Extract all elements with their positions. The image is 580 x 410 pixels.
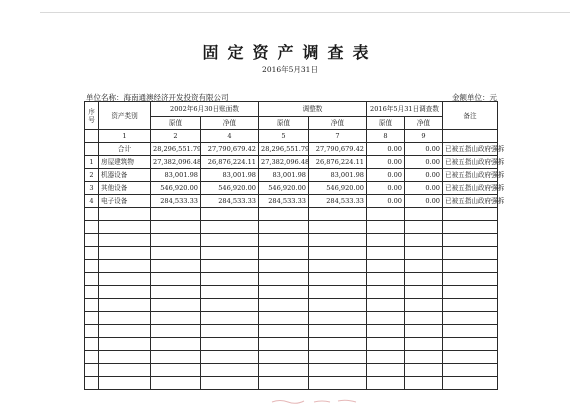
empty-row bbox=[85, 351, 498, 364]
empty-cell bbox=[85, 377, 99, 390]
cell-adjust-original: 27,382,096.48 bbox=[259, 156, 309, 169]
empty-cell bbox=[367, 208, 405, 221]
header-remark: 备注 bbox=[443, 102, 498, 130]
empty-cell bbox=[309, 247, 367, 260]
empty-cell bbox=[201, 221, 259, 234]
cell-book-net: 26,876,224.11 bbox=[201, 156, 259, 169]
empty-cell bbox=[367, 325, 405, 338]
empty-cell bbox=[405, 260, 443, 273]
empty-cell bbox=[405, 351, 443, 364]
empty-cell bbox=[405, 273, 443, 286]
empty-row bbox=[85, 221, 498, 234]
empty-cell bbox=[309, 312, 367, 325]
cell-adjust-original: 546,920.00 bbox=[259, 182, 309, 195]
cell-survey-original: 0.00 bbox=[367, 169, 405, 182]
empty-row bbox=[85, 260, 498, 273]
empty-cell bbox=[99, 364, 151, 377]
empty-cell bbox=[151, 377, 201, 390]
empty-row bbox=[85, 338, 498, 351]
empty-cell bbox=[99, 325, 151, 338]
cell-adjust-original: 83,001.98 bbox=[259, 169, 309, 182]
total-row bbox=[85, 143, 498, 156]
empty-cell bbox=[99, 299, 151, 312]
document-title: 固定资产调查表 bbox=[202, 43, 378, 62]
empty-cell bbox=[443, 273, 498, 286]
table-row bbox=[85, 182, 498, 195]
empty-cell bbox=[201, 338, 259, 351]
empty-cell bbox=[99, 208, 151, 221]
empty-row bbox=[85, 377, 498, 390]
document-date: 2016年5月31日 bbox=[262, 65, 318, 74]
cell-survey-original: 0.00 bbox=[367, 195, 405, 208]
empty-cell bbox=[367, 260, 405, 273]
empty-cell bbox=[405, 247, 443, 260]
empty-cell bbox=[443, 338, 498, 351]
empty-cell bbox=[151, 312, 201, 325]
header-row-numbers bbox=[85, 130, 498, 143]
cell-seq bbox=[85, 143, 99, 156]
empty-cell bbox=[443, 247, 498, 260]
empty-cell bbox=[259, 221, 309, 234]
header-number: 4 bbox=[201, 130, 259, 143]
empty-cell bbox=[309, 234, 367, 247]
table-row bbox=[85, 169, 498, 182]
empty-cell bbox=[443, 325, 498, 338]
empty-cell bbox=[151, 351, 201, 364]
cell-seq: 3 bbox=[85, 182, 99, 195]
header-book-net: 净值 bbox=[201, 117, 259, 130]
empty-cell bbox=[405, 364, 443, 377]
empty-cell bbox=[151, 273, 201, 286]
empty-row bbox=[85, 299, 498, 312]
empty-cell bbox=[201, 234, 259, 247]
cell-remark: 已被五指山政府强拆 bbox=[443, 182, 498, 195]
cell-adjust-net: 26,876,224.11 bbox=[309, 156, 367, 169]
empty-cell bbox=[99, 221, 151, 234]
empty-row bbox=[85, 208, 498, 221]
empty-cell bbox=[201, 325, 259, 338]
empty-cell bbox=[85, 351, 99, 364]
empty-cell bbox=[151, 221, 201, 234]
empty-cell bbox=[259, 299, 309, 312]
empty-row bbox=[85, 312, 498, 325]
stamp-mark bbox=[270, 398, 360, 404]
empty-cell bbox=[99, 338, 151, 351]
cell-book-original: 27,382,096.48 bbox=[151, 156, 201, 169]
empty-cell bbox=[367, 351, 405, 364]
empty-cell bbox=[85, 247, 99, 260]
header-number: 1 bbox=[99, 130, 151, 143]
cell-seq: 4 bbox=[85, 195, 99, 208]
empty-cell bbox=[443, 364, 498, 377]
header-adjust-original: 原值 bbox=[259, 117, 309, 130]
header-number: 5 bbox=[259, 130, 309, 143]
cell-remark: 已被五指山政府强拆 bbox=[443, 169, 498, 182]
header-number: 8 bbox=[367, 130, 405, 143]
header-book-original: 原值 bbox=[151, 117, 201, 130]
empty-cell bbox=[309, 364, 367, 377]
empty-cell bbox=[151, 299, 201, 312]
empty-cell bbox=[85, 286, 99, 299]
cell-book-net: 83,001.98 bbox=[201, 169, 259, 182]
empty-cell bbox=[85, 312, 99, 325]
empty-cell bbox=[309, 351, 367, 364]
empty-cell bbox=[309, 338, 367, 351]
asset-survey-table bbox=[84, 101, 505, 390]
empty-cell bbox=[309, 260, 367, 273]
cell-book-net: 284,533.33 bbox=[201, 195, 259, 208]
cell-survey-net: 0.00 bbox=[405, 156, 443, 169]
empty-cell bbox=[99, 234, 151, 247]
empty-cell bbox=[259, 260, 309, 273]
empty-cell bbox=[201, 312, 259, 325]
header-survey-original: 原值 bbox=[367, 117, 405, 130]
header-number: 7 bbox=[309, 130, 367, 143]
empty-cell bbox=[85, 234, 99, 247]
cell-survey-original: 0.00 bbox=[367, 182, 405, 195]
empty-cell bbox=[201, 286, 259, 299]
empty-cell bbox=[201, 260, 259, 273]
empty-cell bbox=[99, 247, 151, 260]
cell-survey-net: 0.00 bbox=[405, 182, 443, 195]
cell-seq: 1 bbox=[85, 156, 99, 169]
empty-cell bbox=[99, 351, 151, 364]
empty-cell bbox=[259, 364, 309, 377]
header-book-group: 2002年6月30日账面数 bbox=[151, 102, 259, 117]
cell-book-net: 27,790,679.42 bbox=[201, 143, 259, 156]
cell-category: 合计 bbox=[99, 143, 151, 156]
empty-cell bbox=[151, 247, 201, 260]
empty-cell bbox=[309, 299, 367, 312]
header-number-blank bbox=[85, 130, 99, 143]
empty-cell bbox=[201, 351, 259, 364]
cell-adjust-net: 83,001.98 bbox=[309, 169, 367, 182]
empty-cell bbox=[367, 286, 405, 299]
empty-cell bbox=[259, 234, 309, 247]
empty-cell bbox=[405, 338, 443, 351]
empty-cell bbox=[443, 208, 498, 221]
cell-category: 电子设备 bbox=[99, 195, 151, 208]
cell-adjust-original: 28,296,551.79 bbox=[259, 143, 309, 156]
header-survey-net: 净值 bbox=[405, 117, 443, 130]
cell-adjust-net: 284,533.33 bbox=[309, 195, 367, 208]
empty-cell bbox=[99, 260, 151, 273]
empty-row bbox=[85, 364, 498, 377]
empty-cell bbox=[259, 247, 309, 260]
empty-cell bbox=[443, 234, 498, 247]
empty-cell bbox=[151, 234, 201, 247]
empty-cell bbox=[309, 221, 367, 234]
empty-cell bbox=[309, 273, 367, 286]
unit-name: 单位名称：海南通澳经济开发投资有限公司 bbox=[86, 93, 229, 102]
header-row-groups bbox=[85, 102, 498, 117]
cell-survey-original: 0.00 bbox=[367, 156, 405, 169]
header-survey-group: 2016年5月31日调查数 bbox=[367, 102, 443, 117]
empty-cell bbox=[367, 364, 405, 377]
empty-cell bbox=[309, 377, 367, 390]
empty-cell bbox=[259, 273, 309, 286]
empty-cell bbox=[259, 351, 309, 364]
empty-cell bbox=[151, 260, 201, 273]
empty-cell bbox=[201, 364, 259, 377]
cell-remark: 已被五指山政府强拆 bbox=[443, 143, 498, 156]
empty-cell bbox=[85, 221, 99, 234]
cell-seq: 2 bbox=[85, 169, 99, 182]
empty-row bbox=[85, 273, 498, 286]
empty-cell bbox=[259, 208, 309, 221]
cell-adjust-net: 546,920.00 bbox=[309, 182, 367, 195]
empty-cell bbox=[405, 286, 443, 299]
empty-cell bbox=[151, 286, 201, 299]
empty-cell bbox=[405, 377, 443, 390]
cell-survey-net: 0.00 bbox=[405, 195, 443, 208]
empty-row bbox=[85, 247, 498, 260]
empty-cell bbox=[367, 234, 405, 247]
header-number-blank bbox=[443, 130, 498, 143]
amount-unit: 金额单位：元 bbox=[452, 93, 497, 102]
empty-cell bbox=[367, 221, 405, 234]
empty-cell bbox=[309, 325, 367, 338]
empty-cell bbox=[259, 325, 309, 338]
empty-cell bbox=[85, 208, 99, 221]
empty-cell bbox=[85, 325, 99, 338]
cell-book-net: 546,920.00 bbox=[201, 182, 259, 195]
empty-cell bbox=[309, 208, 367, 221]
empty-cell bbox=[259, 286, 309, 299]
empty-cell bbox=[443, 286, 498, 299]
empty-cell bbox=[151, 338, 201, 351]
cell-category: 其他设备 bbox=[99, 182, 151, 195]
cell-book-original: 546,920.00 bbox=[151, 182, 201, 195]
cell-book-original: 28,296,551.79 bbox=[151, 143, 201, 156]
cell-book-original: 83,001.98 bbox=[151, 169, 201, 182]
cell-survey-original: 0.00 bbox=[367, 143, 405, 156]
empty-cell bbox=[405, 221, 443, 234]
empty-cell bbox=[201, 299, 259, 312]
empty-cell bbox=[99, 312, 151, 325]
cell-remark: 已被五指山政府强拆 bbox=[443, 156, 498, 169]
header-seq: 序号 bbox=[85, 102, 99, 130]
empty-cell bbox=[259, 338, 309, 351]
cell-category: 房屋建筑物 bbox=[99, 156, 151, 169]
empty-row bbox=[85, 286, 498, 299]
empty-cell bbox=[99, 377, 151, 390]
cell-book-original: 284,533.33 bbox=[151, 195, 201, 208]
empty-cell bbox=[443, 299, 498, 312]
empty-cell bbox=[405, 325, 443, 338]
empty-cell bbox=[443, 312, 498, 325]
empty-cell bbox=[151, 208, 201, 221]
empty-row bbox=[85, 234, 498, 247]
cell-category: 机器设备 bbox=[99, 169, 151, 182]
empty-cell bbox=[85, 338, 99, 351]
empty-cell bbox=[443, 351, 498, 364]
cell-adjust-net: 27,790,679.42 bbox=[309, 143, 367, 156]
empty-cell bbox=[367, 312, 405, 325]
empty-cell bbox=[405, 208, 443, 221]
empty-cell bbox=[443, 221, 498, 234]
table-row bbox=[85, 195, 498, 208]
header-number: 9 bbox=[405, 130, 443, 143]
empty-cell bbox=[367, 299, 405, 312]
empty-cell bbox=[201, 273, 259, 286]
empty-cell bbox=[405, 234, 443, 247]
empty-cell bbox=[151, 364, 201, 377]
empty-cell bbox=[99, 286, 151, 299]
cell-adjust-original: 284,533.33 bbox=[259, 195, 309, 208]
empty-cell bbox=[405, 312, 443, 325]
empty-cell bbox=[443, 260, 498, 273]
empty-cell bbox=[201, 208, 259, 221]
empty-row bbox=[85, 325, 498, 338]
header-adjust-net: 净值 bbox=[309, 117, 367, 130]
header-adjust-group: 调整数 bbox=[259, 102, 367, 117]
empty-cell bbox=[85, 273, 99, 286]
header-category: 资产类别 bbox=[99, 102, 151, 130]
empty-cell bbox=[259, 377, 309, 390]
header-number: 2 bbox=[151, 130, 201, 143]
empty-cell bbox=[405, 299, 443, 312]
empty-cell bbox=[201, 247, 259, 260]
empty-cell bbox=[443, 377, 498, 390]
empty-cell bbox=[367, 338, 405, 351]
empty-cell bbox=[201, 377, 259, 390]
cell-survey-net: 0.00 bbox=[405, 169, 443, 182]
empty-cell bbox=[85, 364, 99, 377]
empty-cell bbox=[85, 299, 99, 312]
cell-survey-net: 0.00 bbox=[405, 143, 443, 156]
empty-cell bbox=[259, 312, 309, 325]
table-row bbox=[85, 156, 498, 169]
empty-cell bbox=[85, 260, 99, 273]
empty-cell bbox=[367, 377, 405, 390]
empty-cell bbox=[309, 286, 367, 299]
empty-cell bbox=[367, 247, 405, 260]
empty-cell bbox=[367, 273, 405, 286]
cell-remark: 已被五指山政府强拆 bbox=[443, 195, 498, 208]
empty-cell bbox=[99, 273, 151, 286]
empty-cell bbox=[151, 325, 201, 338]
